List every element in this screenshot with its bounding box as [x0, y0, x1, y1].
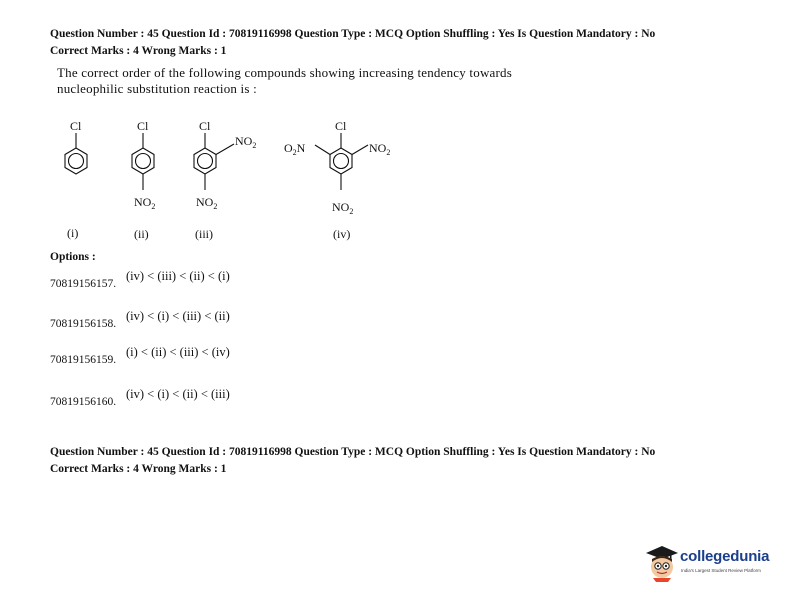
option-4-text[interactable]: (iv) < (i) < (ii) < (iii)	[126, 387, 230, 401]
compound-iii-structure	[194, 133, 234, 190]
option-2-text[interactable]: (iv) < (i) < (iii) < (ii)	[126, 309, 230, 323]
compound-ii-no2-label: $NO_2$	[134, 195, 156, 211]
question-header-line2: Correct Marks : 4 Wrong Marks : 1	[50, 45, 227, 57]
compound-label-i: (i)	[67, 226, 79, 240]
option-2-id: 70819156158.	[50, 318, 117, 330]
collegedunia-logo	[644, 544, 769, 584]
compound-iv-structure	[315, 133, 368, 190]
question-text-line2: nucleophilic substitution reaction is :	[57, 81, 257, 96]
compound-i-structure	[65, 133, 87, 174]
compound-iii-cl-label: Cl	[199, 119, 211, 133]
brand-tagline: India's Largest Student Review Platform	[681, 568, 761, 573]
next-question-header-line2: Correct Marks : 4 Wrong Marks : 1	[50, 463, 227, 475]
option-1-id: 70819156157.	[50, 278, 117, 290]
compound-iii-ortho-no2-label: $NO_2$	[235, 134, 257, 150]
graduate-mascot-icon	[644, 544, 680, 582]
option-4-id: 70819156160.	[50, 396, 117, 408]
compound-i-cl-label: Cl	[70, 119, 82, 133]
compound-label-ii: (ii)	[134, 227, 149, 241]
compound-ii-structure	[132, 133, 154, 190]
question-text-line1: The correct order of the following compounds showing increasing tendency towards	[57, 65, 512, 80]
question-header-line1: Question Number : 45 Question Id : 70819116998 Question Type : MCQ Option Shuffling : Yes Is Question Mandatory : No	[50, 28, 656, 40]
compound-iv-para-no2-label: $NO_2$	[332, 200, 354, 216]
next-question-header-line1: Question Number : 45 Question Id : 70819116998 Question Type : MCQ Option Shuffling : Yes Is Question Mandatory : No	[50, 446, 656, 458]
brand-name: collegedunia	[680, 548, 770, 565]
compound-label-iv: (iv)	[333, 227, 351, 241]
compound-ii-cl-label: Cl	[137, 119, 149, 133]
options-heading: Options :	[50, 251, 96, 263]
compound-label-iii: (iii)	[195, 227, 213, 241]
compound-iv-left-o2n-label: $O_2N$	[284, 141, 306, 157]
compound-iii-para-no2-label: $NO_2$	[196, 195, 218, 211]
compound-iv-cl-label: Cl	[335, 119, 347, 133]
option-3-id: 70819156159.	[50, 354, 117, 366]
compound-iv-right-no2-label: $NO_2$	[369, 141, 391, 157]
option-1-text[interactable]: (iv) < (iii) < (ii) < (i)	[126, 269, 230, 283]
option-3-text[interactable]: (i) < (ii) < (iii) < (iv)	[126, 345, 230, 359]
